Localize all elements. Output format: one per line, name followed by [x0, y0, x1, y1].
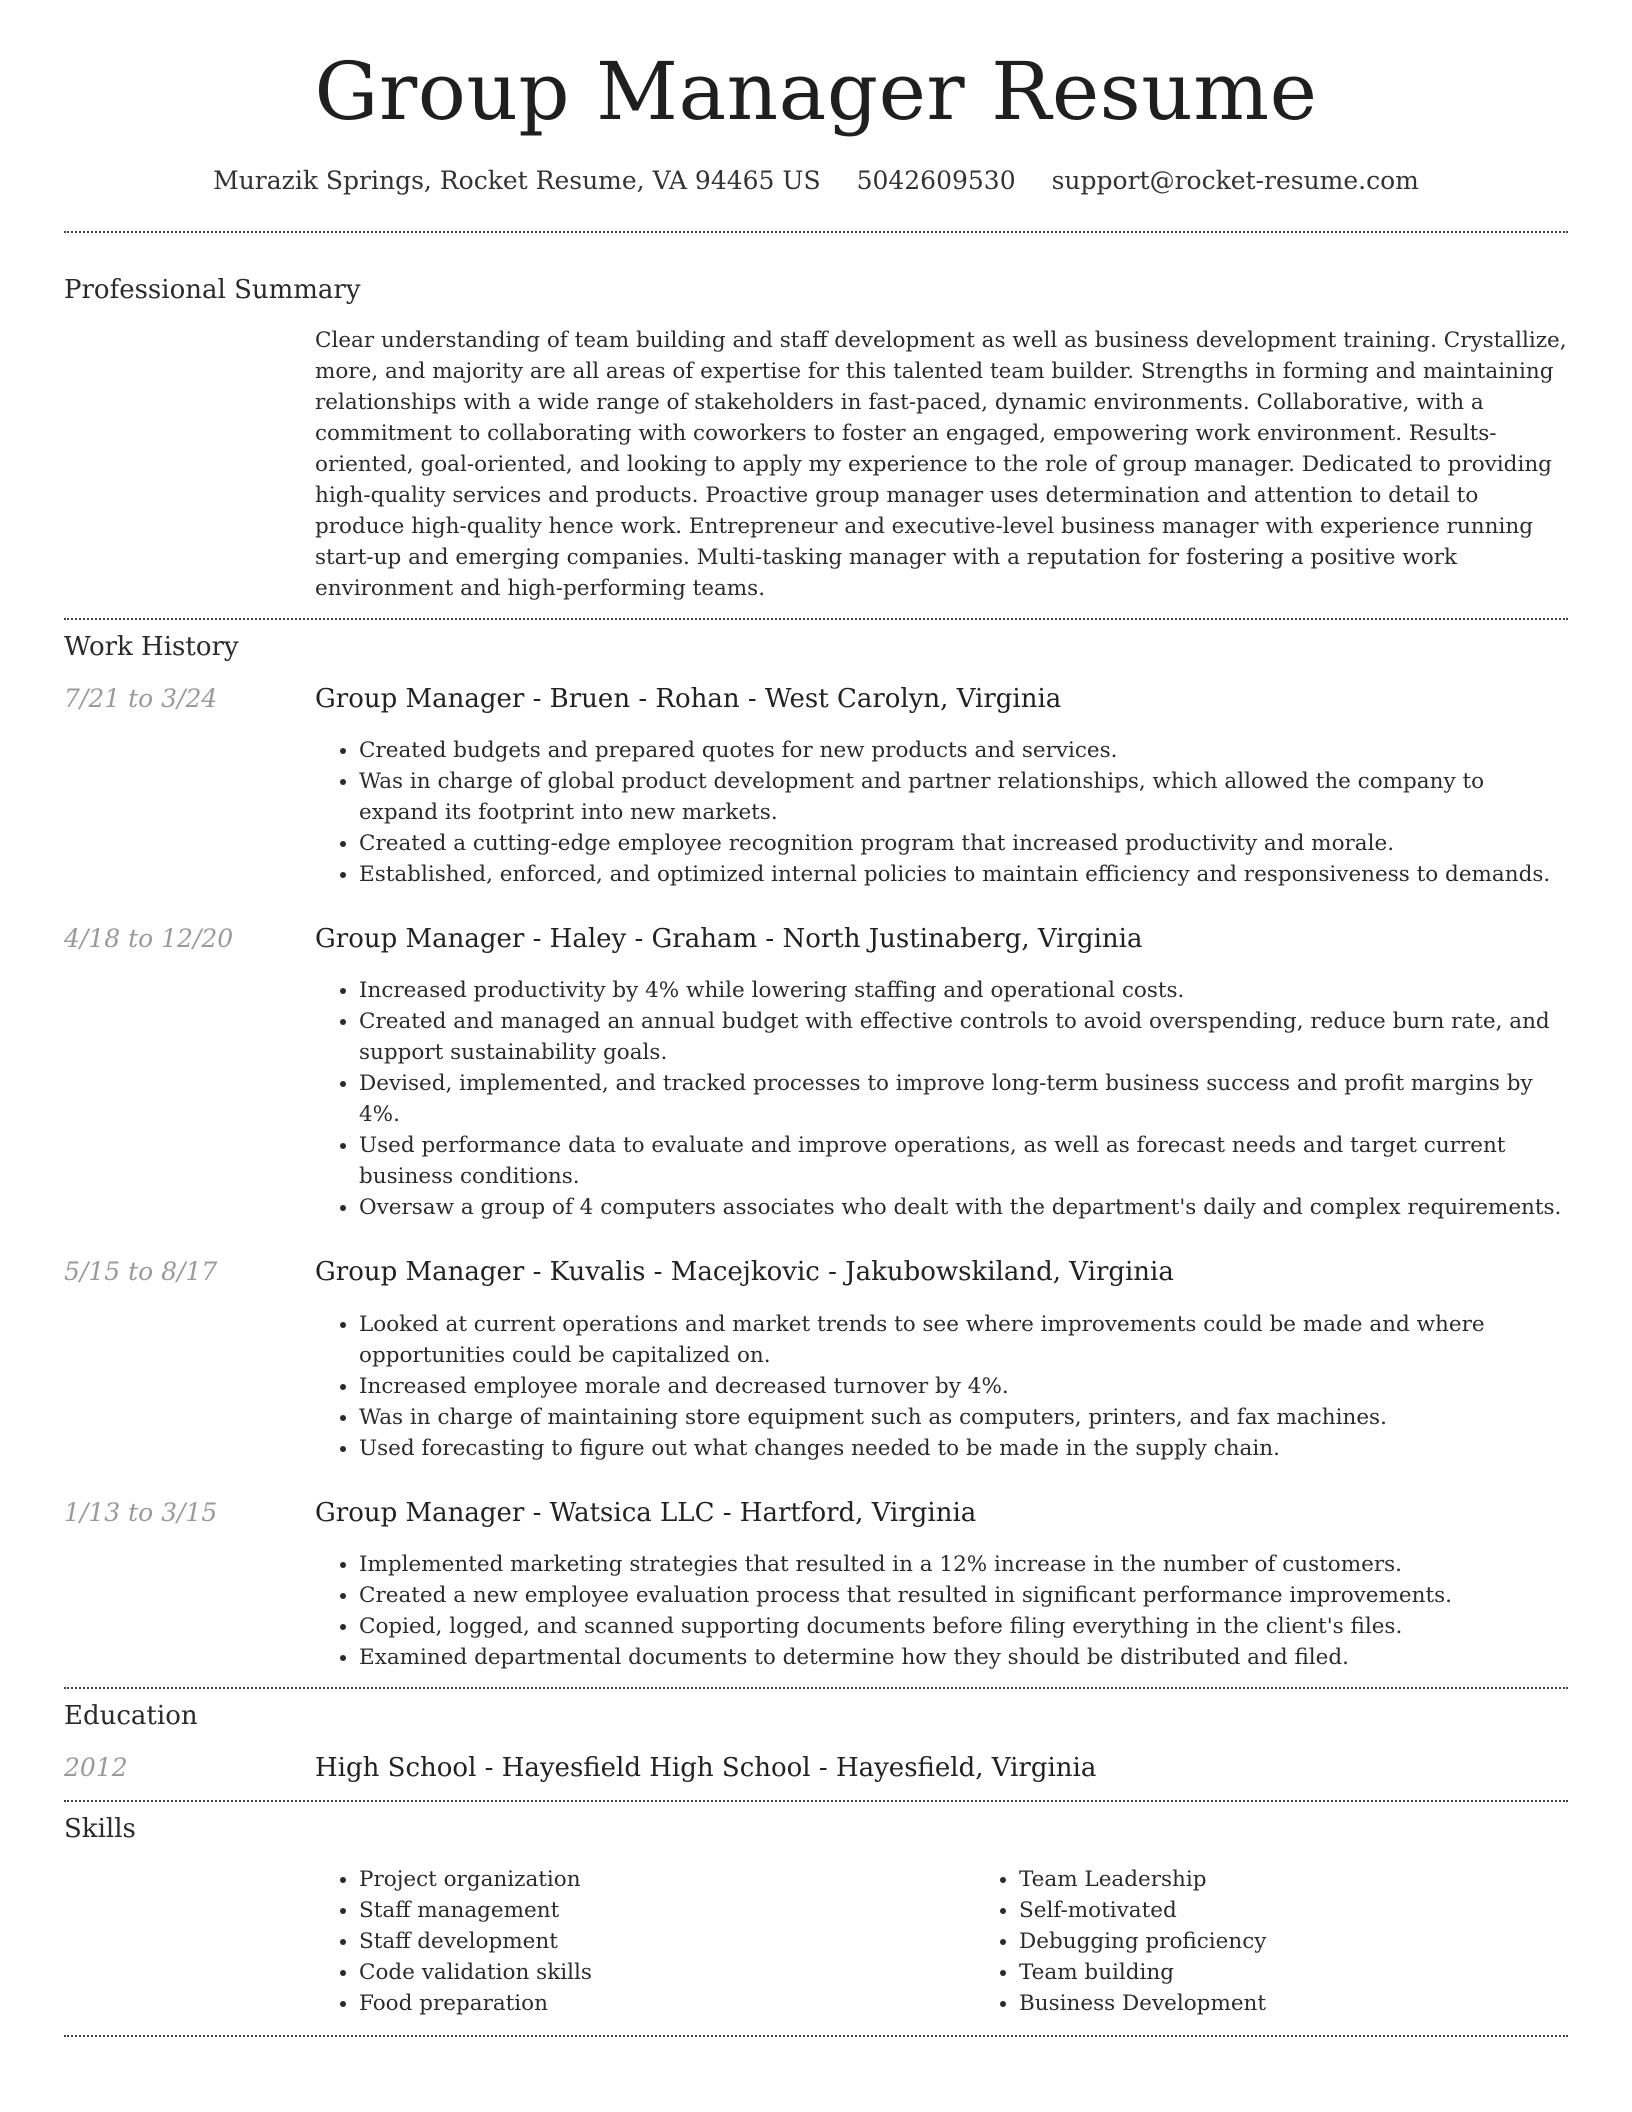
contact-phone: 5042609530	[856, 166, 1016, 195]
divider	[64, 2035, 1568, 2037]
skill-item: • Team building	[1019, 1957, 1632, 1988]
job-title: Group Manager - Watsica LLC - Hartford, Virginia	[315, 1497, 977, 1528]
job-bullet: • Increased productivity by 4% while lowering staffing and operational costs.	[359, 975, 1568, 1006]
education-entry	[64, 1753, 1568, 1784]
divider	[64, 1687, 1568, 1689]
job-bullet: • Examined departmental documents to determine how they should be distributed and filed.	[359, 1642, 1568, 1673]
job-bullets	[315, 975, 1568, 1223]
job-title: Group Manager - Haley - Graham - North Justinaberg, Virginia	[315, 924, 1143, 955]
job-entry	[64, 1498, 1568, 1673]
skill-item: • Code validation skills	[359, 1957, 975, 1988]
divider	[64, 618, 1568, 620]
job-bullet: • Devised, implemented, and tracked processes to improve long-term business success and profit margins by 4%.	[359, 1068, 1568, 1130]
work-history-heading: Work History	[64, 632, 239, 662]
job-entry	[64, 684, 1568, 890]
skill-item: • Self-motivated	[1019, 1895, 1632, 1926]
skills-heading: Skills	[64, 1813, 136, 1844]
skill-item: • Staff management	[359, 1895, 975, 1926]
skill-item: • Food preparation	[359, 1988, 975, 2019]
skill-item: • Team Leadership	[1019, 1864, 1632, 1895]
education-year: 2012	[64, 1752, 128, 1782]
summary-heading: Professional Summary	[64, 275, 361, 305]
job-bullet: • Increased employee morale and decreased turnover by 4%.	[359, 1371, 1568, 1402]
job-title: Group Manager - Bruen - Rohan - West Carolyn, Virginia	[315, 684, 1062, 714]
skills-list-left	[315, 1864, 975, 2019]
job-entry	[64, 924, 1568, 1223]
job-bullets	[315, 735, 1568, 890]
job-bullet: • Implemented marketing strategies that resulted in a 12% increase in the number of customers.	[359, 1549, 1568, 1580]
resume-title: Group Manager Resume	[314, 45, 1318, 138]
job-bullets	[315, 1309, 1568, 1464]
job-entry	[64, 1257, 1568, 1463]
summary-row	[64, 325, 1568, 604]
divider	[64, 231, 1568, 233]
job-dates: 4/18 to 12/20	[64, 924, 234, 954]
job-bullet: • Used forecasting to figure out what changes needed to be made in the supply chain.	[359, 1433, 1568, 1464]
job-bullet: • Created a new employee evaluation process that resulted in significant performance improvements.	[359, 1580, 1568, 1611]
job-bullets	[315, 1549, 1568, 1673]
job-bullet: • Was in charge of maintaining store equipment such as computers, printers, and fax machines.	[359, 1402, 1568, 1433]
skills-row	[64, 1864, 1568, 2019]
job-dates: 1/13 to 3/15	[64, 1497, 218, 1527]
resume-page	[64, 0, 1568, 2037]
contact-email: support@rocket-resume.com	[1051, 166, 1419, 195]
job-bullet: • Created budgets and prepared quotes for new products and services.	[359, 735, 1568, 766]
job-title: Group Manager - Kuvalis - Macejkovic - Jakubowskiland, Virginia	[315, 1257, 1174, 1288]
divider	[64, 1800, 1568, 1802]
job-dates: 5/15 to 8/17	[64, 1257, 218, 1287]
skill-item: • Debugging proficiency	[1019, 1926, 1632, 1957]
contact-address: Murazik Springs, Rocket Resume, VA 94465 US	[213, 166, 821, 195]
education-heading: Education	[64, 1700, 198, 1731]
job-bullet: • Oversaw a group of 4 computers associates who dealt with the department's daily and complex requirements.	[359, 1192, 1568, 1223]
skill-item: • Project organization	[359, 1864, 975, 1895]
job-bullet: • Used performance data to evaluate and improve operations, as well as forecast needs and target current business conditions.	[359, 1130, 1568, 1192]
job-bullet: • Looked at current operations and market trends to see where improvements could be made and where opportunities could be capitalized on.	[359, 1309, 1568, 1371]
job-bullet: • Created a cutting-edge employee recognition program that increased productivity and morale.	[359, 828, 1568, 859]
skill-item: • Business Development	[1019, 1988, 1632, 2019]
summary-text: Clear understanding of team building and staff development as well as business development training. Crystallize, more, and majority are all areas of expertise for this talented team builder. Strengths in forming and maintaining relationships with a wide range of stakeholders in fast-paced, dynamic environments. Collaborative, with a commitment to collaborating with coworkers to foster an engaged, empowering work environment. Results-oriented, goal-oriented, and looking to apply my experience to the role of group manager. Dedicated to providing high-quality services and products. Proactive group manager uses determination and attention to detail to produce high-quality hence work. Entrepreneur and executive-level business manager with experience running start-up and emerging companies. Multi-tasking manager with a reputation for fostering a positive work environment and high-performing teams.	[315, 328, 1567, 601]
job-dates: 7/21 to 3/24	[64, 684, 218, 713]
job-bullet: • Was in charge of global product development and partner relationships, which allowed the company to expand its footprint into new markets.	[359, 766, 1568, 828]
job-bullet: • Copied, logged, and scanned supporting documents before filing everything in the client's files.	[359, 1611, 1568, 1642]
job-bullet: • Created and managed an annual budget with effective controls to avoid overspending, reduce burn rate, and support sustainability goals.	[359, 1006, 1568, 1068]
skill-item: • Staff development	[359, 1926, 975, 1957]
education-title: High School - Hayesfield High School - Hayesfield, Virginia	[315, 1752, 1097, 1783]
skills-list-right	[975, 1864, 1632, 2019]
job-bullet: • Established, enforced, and optimized internal policies to maintain efficiency and responsiveness to demands.	[359, 859, 1568, 890]
contact-line	[64, 166, 1568, 195]
